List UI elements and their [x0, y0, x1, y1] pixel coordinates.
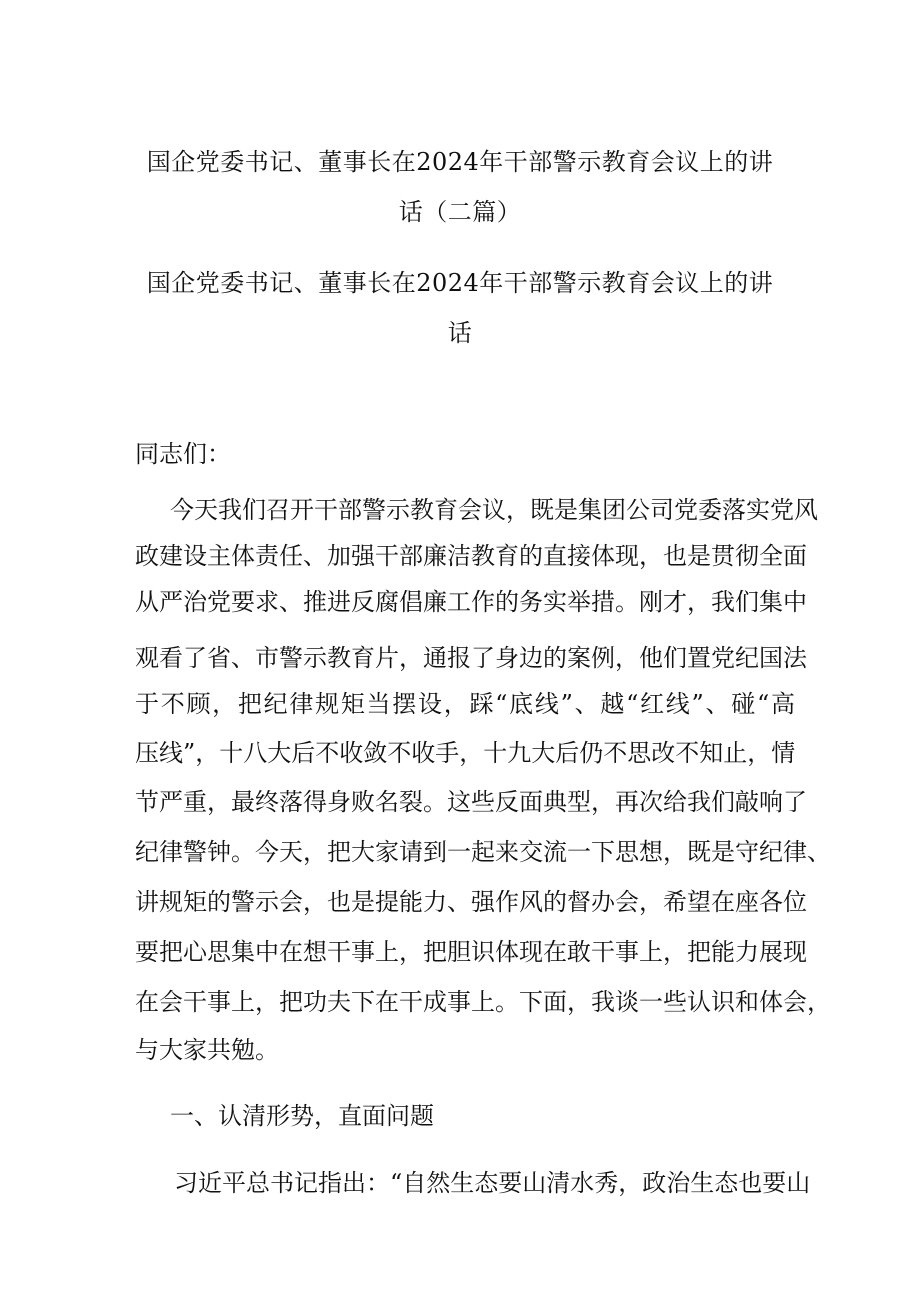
paragraph-line: 要把心思集中在想干事上，把胆识体现在敢干事上，把能力展现 [135, 938, 807, 966]
paragraph-line: 纪律警钟。今天，把大家请到一起来交流一下思想，既是守纪律、 [135, 838, 831, 866]
paragraph-line: 从严治党要求、推进反腐倡廉工作的务实举措。刚才，我们集中 [135, 588, 807, 616]
main-title-line-1: 国企党委书记、董事长在2024年干部警示教育会议上的讲 [146, 148, 774, 176]
salutation: 同志们： [135, 440, 231, 468]
main-title-line-2: 话（二篇） [398, 198, 522, 226]
paragraph-line: 压线”，十八大后不收敛不收手，十九大后仍不思改不知止，情 [135, 739, 796, 767]
sub-title-line-2: 话 [447, 319, 473, 347]
paragraph-line: 观看了省、市警示教育片，通报了身边的案例，他们置党纪国法 [135, 644, 807, 672]
paragraph-line: 于不顾，把纪律规矩当摆设，踩“底线”、越“红线”、碰“高 [135, 690, 795, 718]
paragraph-line: 政建设主体责任、加强干部廉洁教育的直接体现，也是贯彻全面 [135, 542, 807, 570]
paragraph-line: 在会干事上，把功夫下在干成事上。下面，我谈一些认识和体会， [135, 988, 831, 1016]
paragraph-line: 节严重，最终落得身败名裂。这些反面典型，再次给我们敲响了 [135, 788, 807, 816]
paragraph-line: 与大家共勉。 [135, 1036, 279, 1064]
paragraph-line: 讲规矩的警示会，也是提能力、强作风的督办会，希望在座各位 [135, 888, 807, 916]
section-heading: 一、认清形势，直面问题 [170, 1102, 434, 1130]
sub-title-line-1: 国企党委书记、董事长在2024年干部警示教育会议上的讲 [146, 269, 774, 297]
paragraph-2-line: 习近平总书记指出：“自然生态要山清水秀，政治生态也要山 [174, 1169, 811, 1197]
paragraph-line: 今天我们召开干部警示教育会议，既是集团公司党委落实党风 [170, 496, 818, 524]
